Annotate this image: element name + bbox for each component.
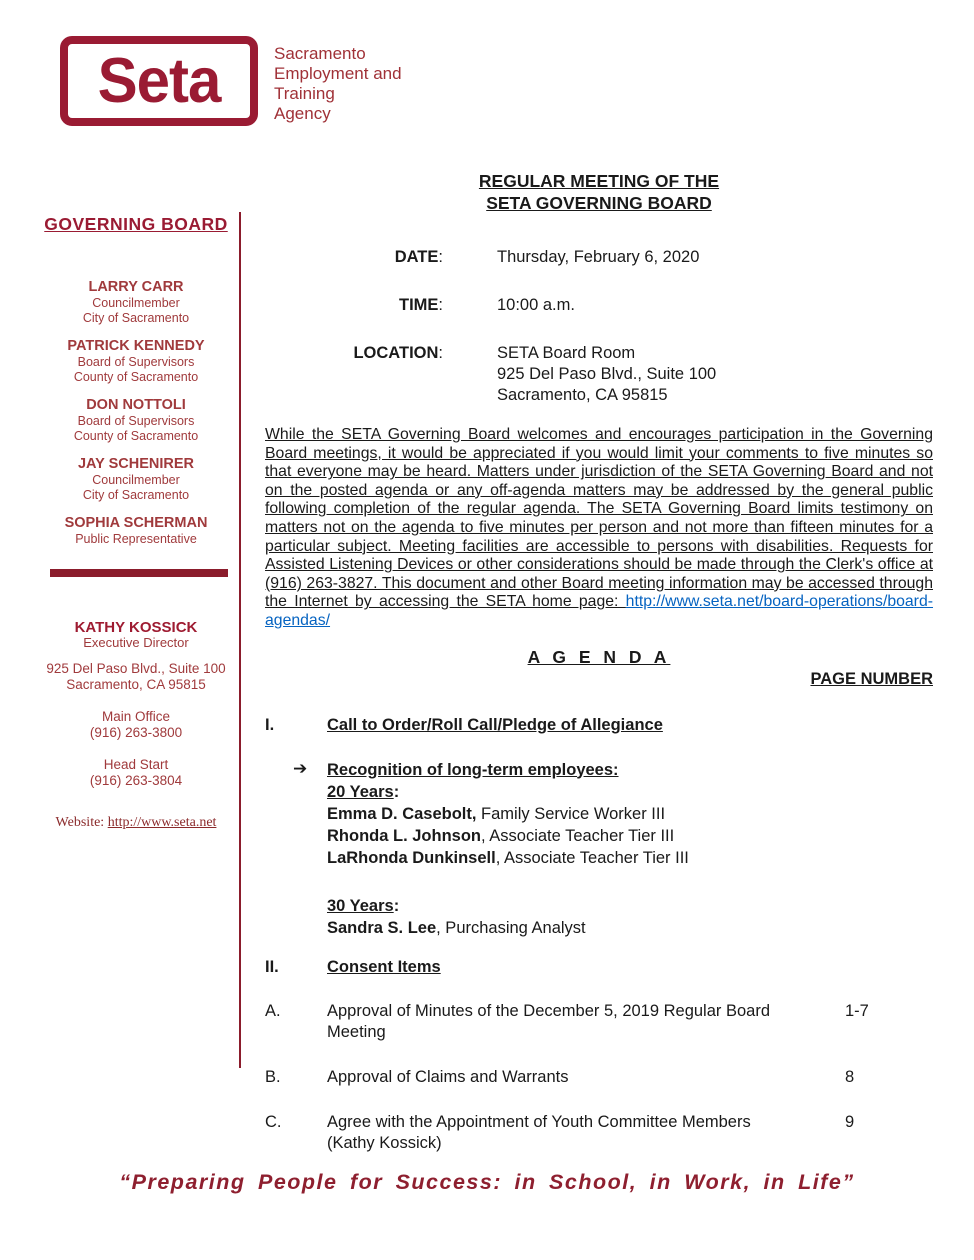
page-number-label: PAGE NUMBER xyxy=(810,669,933,688)
address-line: Sacramento, CA 95815 xyxy=(66,677,206,692)
member-roles xyxy=(40,414,232,443)
employee-line xyxy=(327,803,689,825)
meta-label: LOCATION: xyxy=(353,344,443,362)
employee-role: , Associate Teacher Tier III xyxy=(495,848,689,867)
board-member xyxy=(40,456,232,502)
contact-phone: (916) 263-3804 xyxy=(89,773,183,788)
meta-row xyxy=(265,295,933,316)
contact-block xyxy=(40,709,232,741)
logo-tagline-line: Sacramento xyxy=(274,44,366,63)
item-page-number: 8 xyxy=(845,1067,855,1086)
employee-list xyxy=(327,917,689,939)
member-role-line: Board of Supervisors xyxy=(77,355,195,369)
board-member xyxy=(40,338,232,384)
member-role-line: Councilmember xyxy=(92,296,180,310)
meta-value xyxy=(497,247,699,268)
years-colon: : xyxy=(393,782,400,801)
item-letter: A. xyxy=(265,1001,281,1020)
board-member xyxy=(40,397,232,443)
member-role-line: County of Sacramento xyxy=(73,369,199,384)
meeting-title-line2: SETA GOVERNING BOARD xyxy=(486,193,712,213)
member-role-line: City of Sacramento xyxy=(82,487,190,502)
agenda-section-i xyxy=(265,715,933,735)
meta-row xyxy=(265,343,933,406)
meta-value-line: 925 Del Paso Blvd., Suite 100 xyxy=(497,365,717,383)
contact-block xyxy=(40,757,232,789)
years-label: 20 Years xyxy=(327,782,394,801)
logo-tagline xyxy=(274,36,402,124)
contact-label: Head Start xyxy=(103,757,169,772)
member-name: DON NOTTOLI xyxy=(86,397,186,413)
meta-value-line: Sacramento, CA 95815 xyxy=(497,386,668,404)
employee-line xyxy=(327,847,689,869)
employee-role: Family Service Worker III xyxy=(476,804,666,823)
member-role-line: Public Representative xyxy=(75,532,197,546)
meta-label: TIME: xyxy=(398,296,443,314)
employee-name: Emma D. Casebolt, xyxy=(327,804,477,823)
consent-items xyxy=(265,1001,933,1154)
item-page-number: 1-7 xyxy=(845,1001,869,1020)
director-title: Executive Director xyxy=(83,634,189,650)
meta-label: DATE: xyxy=(394,248,443,266)
recognition-body xyxy=(327,759,689,939)
public-notice-text: While the SETA Governing Board welcomes and encourages participation in the Governing Board meetings, it would be appreciated if you would limit your comments to five minutes so that everyone may be heard. Matters under jurisdiction of the SETA Governing Board and not on the posted agenda or any off-agenda matters may be addressed by the general public following completion of the regular agenda. The SETA Governing Board limits testimony on matters not on the agenda to five minutes per person and not more than fifteen minutes for a particular subject. Meeting facilities are accessible to persons with disabilities. Requests for Assisted Listening Devices or other considerations should be made through the Clerk's office at (916) 263-3827. This document and other Board meeting information may be accessed through the Internet by accessing the SETA home page: xyxy=(265,426,933,611)
contact-phone: (916) 263-3800 xyxy=(89,725,183,740)
executive-director xyxy=(40,619,232,651)
logo-tagline-line: Agency xyxy=(274,104,331,123)
website-line xyxy=(40,815,232,831)
meta-value-line: SETA Board Room xyxy=(497,344,636,362)
member-roles xyxy=(40,296,232,325)
seta-logo xyxy=(60,36,402,126)
years-groups xyxy=(327,781,689,939)
website-label: Website: xyxy=(55,815,105,830)
consent-row xyxy=(265,1112,933,1154)
member-role-line: Councilmember xyxy=(92,473,180,487)
consent-row xyxy=(265,1001,933,1043)
employee-name: Sandra S. Lee xyxy=(327,918,437,937)
meeting-title xyxy=(265,170,933,214)
meta-colon: : xyxy=(438,296,443,314)
member-roles xyxy=(40,532,232,547)
meta-value-line: Thursday, February 6, 2020 xyxy=(497,248,700,266)
meta-colon: : xyxy=(438,344,443,362)
years-label-line xyxy=(327,895,689,917)
board-agendas-link[interactable]: http://www.seta.net/board-operations/board-agendas/ xyxy=(265,593,933,629)
director-name: KATHY KOSSICK xyxy=(74,618,198,636)
section-title: Consent Items xyxy=(327,957,441,976)
website-link[interactable]: http://www.seta.net xyxy=(107,815,217,830)
meta-value xyxy=(497,343,716,406)
meta-value xyxy=(497,295,575,316)
contact-label: Main Office xyxy=(101,709,171,724)
logo-tagline-line: Employment and xyxy=(274,64,402,83)
seta-logo-text: Seta xyxy=(97,45,221,116)
section-title: Call to Order/Roll Call/Pledge of Allegiance xyxy=(327,715,663,734)
meeting-meta xyxy=(265,247,933,406)
recognition-heading: Recognition of long-term employees: xyxy=(327,760,619,779)
member-name: SOPHIA SCHERMAN xyxy=(64,515,208,531)
section-numeral: II. xyxy=(265,957,279,976)
member-roles xyxy=(40,355,232,384)
years-group xyxy=(327,895,689,939)
years-group xyxy=(327,781,689,869)
member-role-line: Board of Supervisors xyxy=(77,414,195,428)
member-role-line: City of Sacramento xyxy=(82,310,190,325)
member-roles xyxy=(40,473,232,502)
years-colon: : xyxy=(393,896,400,915)
member-name: PATRICK KENNEDY xyxy=(67,338,205,354)
member-name: LARRY CARR xyxy=(88,279,184,295)
member-role-line: County of Sacramento xyxy=(73,428,199,443)
employee-list xyxy=(327,803,689,869)
sidebar-address xyxy=(40,661,232,693)
address-line: 925 Del Paso Blvd., Suite 100 xyxy=(46,661,226,676)
member-name: JAY SCHENIRER xyxy=(77,456,195,472)
vertical-rule xyxy=(239,212,241,1068)
agenda-heading: A G E N D A xyxy=(527,646,671,667)
item-page-number: 9 xyxy=(845,1112,855,1131)
logo-tagline-line: Training xyxy=(274,84,335,103)
agenda-section-ii xyxy=(265,957,933,977)
public-notice xyxy=(265,426,933,631)
consent-row xyxy=(265,1067,933,1088)
item-text: Agree with the Appointment of Youth Committee Members (Kathy Kossick) xyxy=(327,1112,751,1152)
employee-line xyxy=(327,825,689,847)
contact-list xyxy=(40,709,232,789)
employee-name: Rhonda L. Johnson xyxy=(327,826,481,845)
governing-board-heading: GOVERNING BOARD xyxy=(44,214,228,234)
board-member xyxy=(40,515,232,547)
meta-row xyxy=(265,247,933,268)
item-letter: C. xyxy=(265,1112,282,1131)
employee-name: LaRhonda Dunkinsell xyxy=(327,848,496,867)
board-member-list xyxy=(40,279,232,547)
item-letter: B. xyxy=(265,1067,281,1086)
years-label: 30 Years xyxy=(327,896,394,915)
recognition-block xyxy=(265,759,933,939)
section-numeral: I. xyxy=(265,715,275,734)
item-text: Approval of Minutes of the December 5, 2019 Regular Board Meeting xyxy=(327,1001,771,1041)
meta-colon: : xyxy=(438,248,443,266)
meeting-title-line1: REGULAR MEETING OF THE xyxy=(478,171,720,191)
seta-logo-mark xyxy=(60,36,258,126)
arrow-bullet-icon: ➔ xyxy=(293,758,308,778)
employee-role: , Associate Teacher Tier III xyxy=(481,826,675,845)
main-content xyxy=(265,170,933,1154)
footer-quote: “Preparing People for Success: in School, in Work, in Life” xyxy=(119,1170,855,1194)
years-label-line xyxy=(327,781,689,803)
meta-value-line: 10:00 a.m. xyxy=(497,296,575,314)
employee-role: , Purchasing Analyst xyxy=(436,918,586,937)
board-member xyxy=(40,279,232,325)
sidebar xyxy=(40,214,232,831)
employee-line xyxy=(327,917,689,939)
sidebar-divider xyxy=(50,569,228,577)
item-text: Approval of Claims and Warrants xyxy=(327,1067,569,1086)
